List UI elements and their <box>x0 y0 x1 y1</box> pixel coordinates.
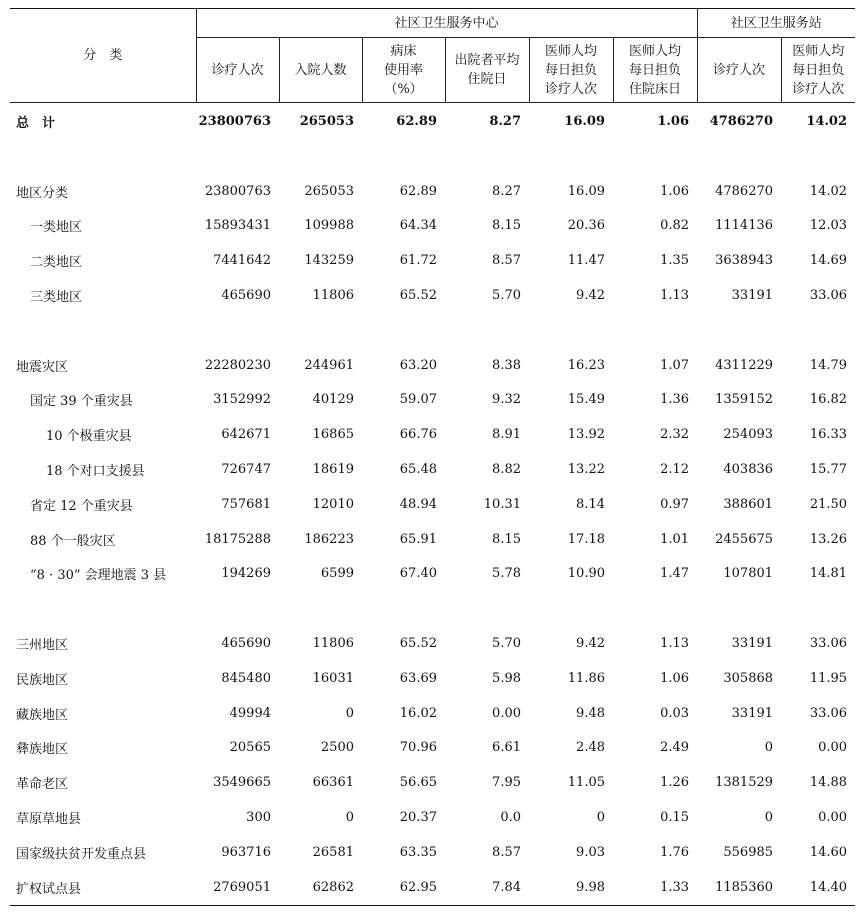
table-cell: 11.05 <box>567 775 605 791</box>
table-cell: 8.57 <box>492 844 521 860</box>
table-cell: 9.48 <box>576 705 605 721</box>
table-row <box>10 731 855 766</box>
table-cell: 5.78 <box>492 566 521 582</box>
row-label: 国家级扶贫开发重点县 <box>16 846 147 862</box>
table-cell: 1.13 <box>660 288 690 304</box>
column-header-line: 诊疗人次 <box>713 62 766 78</box>
table-cell: 8.38 <box>492 357 521 373</box>
table-header <box>10 9 855 103</box>
spacer-cell <box>10 139 855 174</box>
table-cell: 12.03 <box>809 218 848 234</box>
table-cell: 3152992 <box>213 392 271 408</box>
table-cell: 4786270 <box>715 183 774 199</box>
table-cell: 9.42 <box>576 636 605 652</box>
table-cell: 18175288 <box>204 531 271 547</box>
table-cell: 8.15 <box>492 531 521 547</box>
row-label: 扩权试点县 <box>10 870 196 905</box>
table-cell: 9.32 <box>492 392 521 408</box>
table-cell: 3549665 <box>213 775 271 791</box>
table-cell: 1359152 <box>715 392 774 408</box>
table-cell: 20.36 <box>567 218 605 234</box>
row-label: 国定 39 个重灾县 <box>30 394 133 410</box>
table-cell: 20565 <box>229 740 271 756</box>
table-cell: 465690 <box>221 288 271 304</box>
table-cell: 0.00 <box>818 740 848 756</box>
table-cell: 7441642 <box>213 253 271 269</box>
table-cell: 1.33 <box>613 870 697 905</box>
table-cell: 4311229 <box>715 357 774 373</box>
table-row <box>10 243 855 278</box>
table-cell: 1.26 <box>660 775 690 791</box>
spacer-cell <box>10 591 855 626</box>
table-cell: 1114136 <box>715 218 774 234</box>
row-label: 一类地区 <box>30 220 83 236</box>
table-cell: 10.90 <box>567 566 605 582</box>
table-cell: 16.82 <box>809 392 848 408</box>
table-cell: 186223 <box>304 531 354 547</box>
table-row <box>10 174 855 209</box>
table-cell: 8.91 <box>492 427 521 443</box>
table-cell: 1381529 <box>715 775 774 791</box>
table-cell: 9.42 <box>576 288 605 304</box>
column-header-line: 诊疗人次 <box>792 81 845 97</box>
column-header-line: 医师人均 <box>544 43 597 59</box>
table-cell: 65.48 <box>399 462 437 478</box>
spacer-cell <box>10 313 855 348</box>
column-header-line: 病床 <box>390 43 417 59</box>
community-health-table <box>10 8 855 906</box>
table-cell: 963716 <box>221 844 271 860</box>
table-cell: 70.96 <box>399 740 437 756</box>
table-cell: 0.97 <box>660 496 690 512</box>
group-header-center: 社区卫生服务中心 <box>196 9 697 38</box>
table-row <box>10 800 855 835</box>
table-cell: 14.02 <box>806 113 848 129</box>
table-cell: 8.27 <box>492 183 521 199</box>
table-cell: 2.48 <box>576 740 605 756</box>
table-row <box>10 870 855 905</box>
row-label: 草原草地县 <box>16 812 82 828</box>
table-cell: 7.95 <box>492 775 521 791</box>
table-row <box>10 835 855 870</box>
table-cell: 2.49 <box>660 740 690 756</box>
table-cell: 33.06 <box>809 636 848 652</box>
table-cell: 2769051 <box>196 870 279 905</box>
table-cell: 9.03 <box>576 844 605 860</box>
row-label: 省定 12 个重灾县 <box>30 498 133 514</box>
table-cell: 15893431 <box>204 218 271 234</box>
total-row <box>10 103 855 140</box>
table-cell: 726747 <box>221 462 271 478</box>
row-label: 18 个对口支援县 <box>46 464 145 480</box>
table-cell: 2455675 <box>715 531 774 547</box>
table-cell: 14.60 <box>809 844 848 860</box>
column-header-line: 住院床日 <box>629 81 682 97</box>
category-header: 分 类 <box>10 9 196 103</box>
table-cell: 0 <box>764 740 774 756</box>
table-cell: 11806 <box>312 288 354 304</box>
table-cell: 16.33 <box>809 427 848 443</box>
table-cell: 21.50 <box>809 496 848 512</box>
column-header <box>196 38 279 103</box>
spacer-row <box>10 313 855 348</box>
table-cell: 6.61 <box>492 740 521 756</box>
table-cell: 642671 <box>221 427 271 443</box>
table-cell: 0.15 <box>660 810 690 826</box>
table-cell: 63.20 <box>399 357 437 373</box>
table-cell: 0.03 <box>660 705 690 721</box>
table-cell: 194269 <box>221 566 271 582</box>
table-row <box>10 661 855 696</box>
column-header-line: 诊疗人次 <box>544 81 597 97</box>
column-header-line: 医师人均 <box>792 43 845 59</box>
table-cell: 33191 <box>731 636 774 652</box>
column-header <box>697 38 781 103</box>
table-row <box>10 626 855 661</box>
group-header-station: 社区卫生服务站 <box>697 9 855 38</box>
table-cell: 9.98 <box>529 870 613 905</box>
table-cell: 757681 <box>221 496 271 512</box>
table-cell: 1.06 <box>657 113 690 129</box>
table-body <box>10 103 855 906</box>
table-cell: 2.12 <box>660 462 690 478</box>
table-cell: 16.09 <box>567 183 605 199</box>
table-cell: 8.82 <box>492 462 521 478</box>
column-header-line: 医师人均 <box>629 43 682 59</box>
column-header <box>781 38 855 103</box>
column-header-line: 每日担负 <box>792 62 845 78</box>
table-cell: 11.95 <box>809 670 848 686</box>
row-label: 三州地区 <box>16 638 69 654</box>
table-cell: 1.06 <box>660 670 690 686</box>
column-header <box>279 38 362 103</box>
table-cell: 0.82 <box>660 218 690 234</box>
spacer-row <box>10 139 855 174</box>
table-cell: 66.76 <box>399 427 437 443</box>
table-cell: 64.34 <box>399 218 437 234</box>
table-cell: 11806 <box>312 636 354 652</box>
table-cell: 16865 <box>312 427 354 443</box>
table-cell: 63.69 <box>399 670 437 686</box>
table-cell: 11.47 <box>567 253 605 269</box>
row-label: 彝族地区 <box>16 742 69 758</box>
row-label: 10 个极重灾县 <box>46 429 132 445</box>
table-cell: 5.70 <box>492 288 521 304</box>
table-row <box>10 765 855 800</box>
table-cell: 305868 <box>723 670 774 686</box>
column-header-line: 诊疗人次 <box>211 62 264 78</box>
table-cell: 23800763 <box>204 183 271 199</box>
table-row <box>10 452 855 487</box>
table-cell: 10.31 <box>483 496 521 512</box>
table-cell: 0 <box>596 810 605 826</box>
table-cell: 16031 <box>312 670 354 686</box>
row-label: 三类地区 <box>30 290 83 306</box>
table-cell: 13.92 <box>567 427 605 443</box>
row-label: 民族地区 <box>16 672 69 688</box>
row-label: 88 个一般灾区 <box>30 533 116 549</box>
table-cell: 14.81 <box>809 566 848 582</box>
table-cell: 33191 <box>731 705 774 721</box>
table-cell: 16.02 <box>399 705 437 721</box>
table-cell: 33.06 <box>809 288 848 304</box>
table-cell: 56.65 <box>399 775 437 791</box>
row-label: 总 计 <box>16 115 56 131</box>
table-cell: 0.00 <box>818 810 848 826</box>
table-cell: 1185360 <box>697 870 781 905</box>
table-row <box>10 557 855 592</box>
column-header <box>445 38 529 103</box>
table-cell: 143259 <box>304 253 354 269</box>
table-cell: 8.57 <box>492 253 521 269</box>
table-cell: 22280230 <box>204 357 271 373</box>
row-label: “8 · 30” 会理地震 3 县 <box>30 568 167 584</box>
table-cell: 1.01 <box>660 531 690 547</box>
table-cell: 5.98 <box>492 670 521 686</box>
column-header-line: （%） <box>384 81 423 97</box>
table-cell: 2.32 <box>660 427 690 443</box>
table-cell: 63.35 <box>399 844 437 860</box>
table-cell: 465690 <box>221 636 271 652</box>
table-cell: 7.84 <box>445 870 529 905</box>
column-header-line: 住院日 <box>467 72 507 87</box>
table-row <box>10 487 855 522</box>
table-cell: 12010 <box>312 496 354 512</box>
table-cell: 13.26 <box>809 531 848 547</box>
table-cell: 244961 <box>304 357 354 373</box>
table-row <box>10 209 855 244</box>
table-cell: 1.13 <box>660 636 690 652</box>
column-header-line: 使用率 <box>383 62 423 78</box>
table-cell: 388601 <box>723 496 774 512</box>
table-cell: 845480 <box>221 670 271 686</box>
table-cell: 109988 <box>304 218 354 234</box>
table-cell: 67.40 <box>399 566 437 582</box>
table-cell: 6599 <box>320 566 354 582</box>
spacer-row <box>10 591 855 626</box>
table-cell: 1.47 <box>660 566 690 582</box>
table-row <box>10 348 855 383</box>
table-cell: 1.35 <box>660 253 690 269</box>
table-cell: 17.18 <box>567 531 605 547</box>
table-cell: 0 <box>345 810 354 826</box>
table-cell: 403836 <box>723 462 774 478</box>
table-cell: 4786270 <box>709 113 774 129</box>
column-header-line: 入院人数 <box>294 62 347 78</box>
table-cell: 8.14 <box>576 496 605 512</box>
table-cell: 13.22 <box>567 462 605 478</box>
table-cell: 1.76 <box>660 844 690 860</box>
table-cell: 20.37 <box>399 810 437 826</box>
table-cell: 61.72 <box>399 253 437 269</box>
table-cell: 40129 <box>312 392 354 408</box>
table-cell: 15.77 <box>809 462 848 478</box>
table-cell: 59.07 <box>399 392 437 408</box>
table-cell: 18619 <box>312 462 354 478</box>
table-row <box>10 696 855 731</box>
table-row <box>10 522 855 557</box>
table-cell: 1.36 <box>660 392 690 408</box>
table-cell: 48.94 <box>399 496 437 512</box>
row-label: 革命老区 <box>16 777 69 793</box>
table-cell: 14.88 <box>809 775 848 791</box>
table-cell: 14.69 <box>809 253 848 269</box>
table-cell: 0 <box>764 810 774 826</box>
column-header <box>613 38 697 103</box>
table-cell: 14.79 <box>809 357 848 373</box>
table-cell: 556985 <box>723 844 774 860</box>
table-cell: 8.27 <box>489 113 521 129</box>
row-label: 地震灾区 <box>16 359 69 375</box>
table-row <box>10 417 855 452</box>
row-label: 藏族地区 <box>16 707 69 723</box>
column-header-line: 出院者平均 <box>454 53 520 68</box>
table-cell: 2500 <box>320 740 354 756</box>
table-cell: 15.49 <box>567 392 605 408</box>
table-cell: 62.95 <box>362 870 445 905</box>
table-cell: 107801 <box>723 566 774 582</box>
table-cell: 62862 <box>279 870 362 905</box>
table-cell: 65.91 <box>399 531 437 547</box>
table-cell: 3638943 <box>715 253 774 269</box>
row-label: 二类地区 <box>30 255 83 271</box>
table-cell: 26581 <box>312 844 354 860</box>
table-cell: 65.52 <box>399 288 437 304</box>
table-cell: 11.86 <box>567 670 605 686</box>
table-cell: 0 <box>345 705 354 721</box>
row-label: 地区分类 <box>16 185 69 201</box>
table-row <box>10 278 855 313</box>
table-cell: 16.23 <box>567 357 605 373</box>
table-cell: 265053 <box>299 113 354 129</box>
column-header <box>362 38 445 103</box>
table-cell: 300 <box>246 810 271 826</box>
table-cell: 254093 <box>723 427 774 443</box>
table-cell: 0.00 <box>492 705 521 721</box>
table-cell: 14.40 <box>781 870 855 905</box>
table-cell: 1.06 <box>660 183 690 199</box>
table-cell: 49994 <box>229 705 271 721</box>
table-row <box>10 383 855 418</box>
table-cell: 8.15 <box>492 218 521 234</box>
table-cell: 265053 <box>304 183 354 199</box>
table-cell: 14.02 <box>809 183 848 199</box>
table-cell: 62.89 <box>399 183 437 199</box>
table-cell: 0.0 <box>500 810 521 826</box>
table-cell: 65.52 <box>399 636 437 652</box>
table-cell: 33191 <box>731 288 774 304</box>
table-cell: 23800763 <box>198 113 271 129</box>
table-cell: 1.07 <box>660 357 690 373</box>
table-cell: 5.70 <box>492 636 521 652</box>
column-header-line: 每日担负 <box>544 62 597 78</box>
table-cell: 62.89 <box>396 113 437 129</box>
table-cell: 66361 <box>312 775 354 791</box>
table-cell: 33.06 <box>809 705 848 721</box>
column-header <box>529 38 613 103</box>
column-header-line: 每日担负 <box>629 62 682 78</box>
table-cell: 16.09 <box>564 113 605 129</box>
